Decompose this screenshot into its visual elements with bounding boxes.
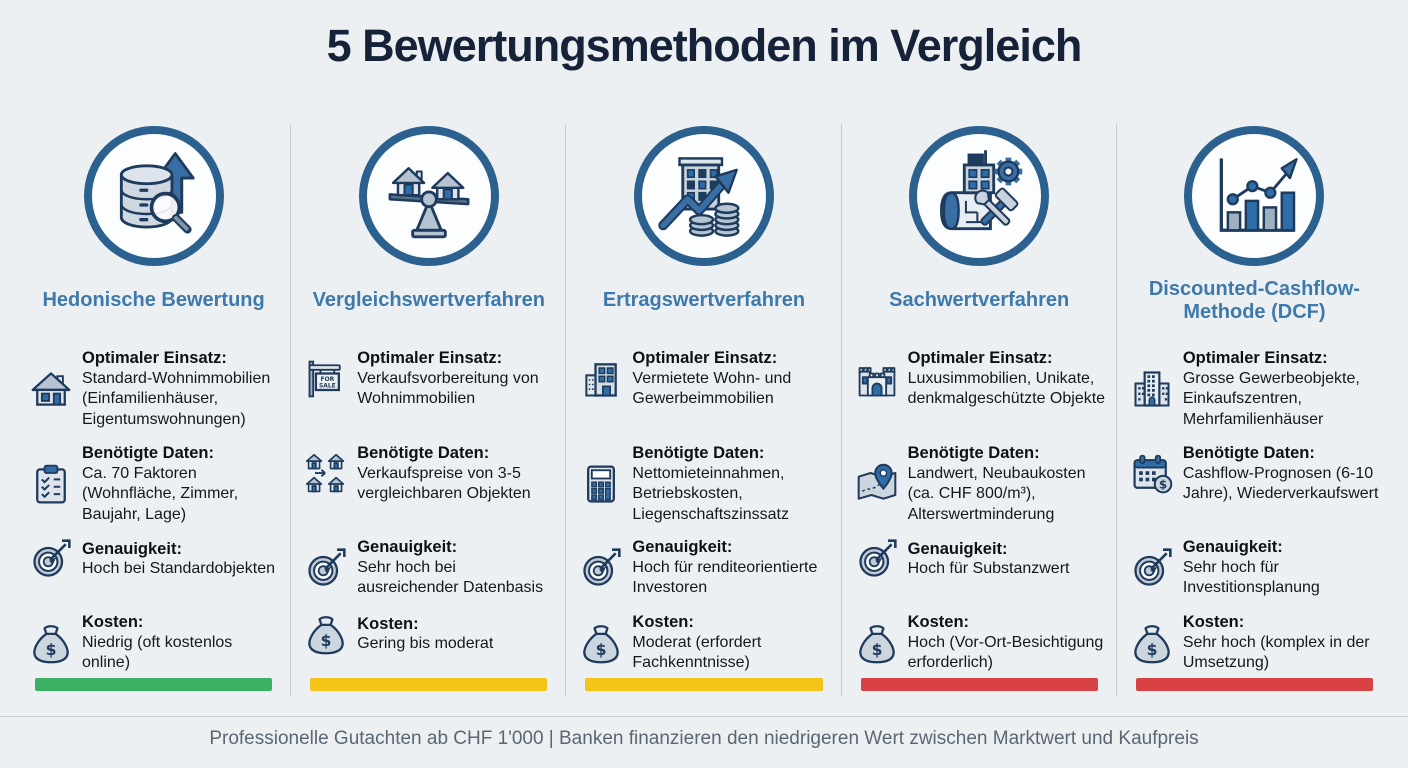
method-details	[29, 336, 278, 678]
info-row	[304, 537, 553, 599]
footer-text: Professionelle Gutachten ab CHF 1'000 | Banken finanzieren den niedrigeren Wert zwischen Marktwert und Kaufpreis	[209, 728, 1199, 749]
method-details	[855, 336, 1104, 678]
method-icon-circle	[634, 126, 774, 266]
info-row	[1130, 537, 1379, 599]
rating-bar	[310, 678, 547, 691]
chart-trend-icon	[1205, 147, 1303, 245]
section-label: Benötigte Daten:	[907, 444, 1040, 462]
page-title: 5 Bewertungsmethoden im Vergleich	[326, 20, 1082, 71]
svg-text:$: $	[595, 640, 607, 659]
section-label: Kosten:	[1182, 613, 1245, 631]
svg-text:$: $	[871, 640, 883, 659]
moneybag-icon	[1130, 621, 1174, 665]
moneybag-icon	[304, 612, 348, 656]
info-row	[304, 612, 553, 656]
method-column	[566, 118, 841, 704]
castle-icon	[855, 357, 899, 401]
target-icon	[29, 537, 73, 581]
section-text: Luxusimmobilien, Unikate, denkmalgeschützte Objekte	[907, 369, 1106, 407]
section-text: Grosse Gewerbeobjekte, Einkaufszentren, Mehrfamilienhäuser	[1182, 369, 1360, 428]
rating-bar	[861, 678, 1098, 691]
section-text: Verkaufsvorbereitung von Wohnimmobilien	[357, 369, 539, 407]
info-row	[579, 612, 828, 674]
houses-compare-icon	[304, 452, 348, 496]
method-column	[842, 118, 1117, 704]
section-label: Optimaler Einsatz:	[632, 349, 778, 367]
method-icon-circle	[84, 126, 224, 266]
house-icon	[29, 367, 73, 411]
clipboard-checklist-icon	[29, 462, 73, 506]
map-pin-icon	[855, 462, 899, 506]
calendar-dollar-icon	[1130, 452, 1174, 496]
method-column	[291, 118, 566, 704]
section-text: Ca. 70 Faktoren (Wohnfläche, Zimmer, Baujahr, Lage)	[82, 464, 239, 523]
method-icon-circle	[359, 126, 499, 266]
rating-bar	[1136, 678, 1373, 691]
info-row	[855, 537, 1104, 581]
method-details	[579, 336, 828, 678]
section-label: Kosten:	[82, 613, 144, 631]
moneybag-icon	[29, 621, 73, 665]
office-building-icon	[1130, 367, 1174, 411]
moneybag-icon	[855, 621, 899, 665]
section-text: Cashflow-Prognosen (6-10 Jahre), Wiederverkaufswert	[1182, 464, 1379, 502]
section-text: Hoch für Substanzwert	[907, 560, 1070, 577]
section-text: Standard-Wohnimmobilien (Einfamilienhäuser, Eigentumswohnungen)	[82, 369, 271, 428]
method-title: Discounted-Cashflow-Methode (DCF)	[1148, 277, 1360, 323]
section-label: Genauigkeit:	[82, 539, 182, 558]
info-row	[1130, 348, 1379, 430]
section-label: Genauigkeit:	[357, 538, 458, 556]
info-row	[29, 537, 278, 581]
section-text: Niedrig (oft kostenlos online)	[82, 633, 233, 671]
section-text: Vermietete Wohn- und Gewerbeimmobilien	[632, 369, 792, 407]
section-text: Hoch für renditeorientierte Investoren	[632, 558, 818, 596]
section-label: Optimaler Einsatz:	[1182, 349, 1328, 367]
section-text: Verkaufspreise von 3-5 vergleichbaren Objekten	[357, 464, 531, 502]
section-label: Benötigte Daten:	[82, 444, 214, 462]
target-icon	[1130, 546, 1174, 590]
info-row	[855, 348, 1104, 410]
method-icon-circle	[909, 126, 1049, 266]
section-label: Genauigkeit:	[1182, 538, 1283, 556]
target-icon	[304, 546, 348, 590]
target-icon	[579, 546, 623, 590]
section-label: Optimaler Einsatz:	[907, 349, 1053, 367]
section-label: Optimaler Einsatz:	[82, 349, 227, 367]
database-search-icon	[105, 147, 203, 245]
info-row	[855, 443, 1104, 525]
building-coins-icon	[655, 147, 753, 245]
rating-bar	[585, 678, 822, 691]
section-label: Kosten:	[357, 614, 419, 633]
moneybag-icon	[579, 621, 623, 665]
section-text: Sehr hoch bei ausreichender Datenbasis	[357, 558, 544, 596]
method-details	[304, 336, 553, 678]
method-title: Hedonische Bewertung	[42, 289, 265, 312]
info-row	[579, 348, 828, 410]
target-icon	[855, 537, 899, 581]
section-label: Genauigkeit:	[632, 538, 733, 556]
method-details	[1130, 336, 1379, 678]
method-title: Vergleichswertverfahren	[312, 289, 545, 312]
section-text: Sehr hoch (komplex in der Umsetzung)	[1182, 633, 1370, 671]
calculator-icon	[579, 462, 623, 506]
section-text: Hoch (Vor-Ort-Besichtigung erforderlich)	[907, 633, 1104, 671]
method-title: Ertragswertverfahren	[602, 289, 806, 312]
section-text: Moderat (erfordert Fachkenntnisse)	[632, 633, 762, 671]
info-row	[29, 612, 278, 674]
section-label: Genauigkeit:	[907, 539, 1008, 558]
section-label: Kosten:	[632, 613, 694, 631]
svg-text:SALE: SALE	[319, 382, 336, 390]
method-icon-circle	[1184, 126, 1324, 266]
section-text: Landwert, Neubaukosten (ca. CHF 800/m³), Alterswertminderung	[907, 464, 1086, 523]
section-text: Sehr hoch für Investitionsplanung	[1182, 558, 1320, 596]
rating-bar	[35, 678, 272, 691]
method-column	[16, 118, 291, 704]
section-label: Benötigte Daten:	[357, 444, 490, 462]
section-text: Nettomieteinnahmen, Betriebskosten, Liegenschaftszinssatz	[632, 464, 789, 523]
info-row	[855, 612, 1104, 674]
building-icon	[579, 357, 623, 401]
section-label: Optimaler Einsatz:	[357, 349, 503, 367]
info-row	[29, 443, 278, 525]
info-row	[1130, 443, 1379, 505]
info-row	[304, 348, 553, 410]
sale-sign-icon	[304, 357, 348, 401]
section-text: Gering bis moderat	[357, 635, 494, 652]
info-row	[29, 348, 278, 430]
houses-balance-icon	[380, 147, 478, 245]
section-text: Hoch bei Standardobjekten	[82, 560, 276, 577]
method-column	[1117, 118, 1392, 704]
building-tools-icon	[930, 147, 1028, 245]
footer	[0, 716, 1408, 750]
methods-comparison	[16, 118, 1392, 704]
info-row	[304, 443, 553, 505]
svg-text:$: $	[1146, 640, 1158, 659]
info-row	[579, 537, 828, 599]
svg-text:$: $	[320, 631, 332, 650]
section-label: Benötigte Daten:	[1182, 444, 1315, 462]
svg-text:$: $	[1158, 477, 1167, 492]
section-label: Kosten:	[907, 613, 970, 631]
svg-text:$: $	[45, 640, 57, 659]
svg-text:FOR: FOR	[320, 375, 335, 383]
method-title: Sachwertverfahren	[889, 289, 1070, 312]
info-row	[1130, 612, 1379, 674]
info-row	[579, 443, 828, 525]
section-label: Benötigte Daten:	[632, 444, 765, 462]
